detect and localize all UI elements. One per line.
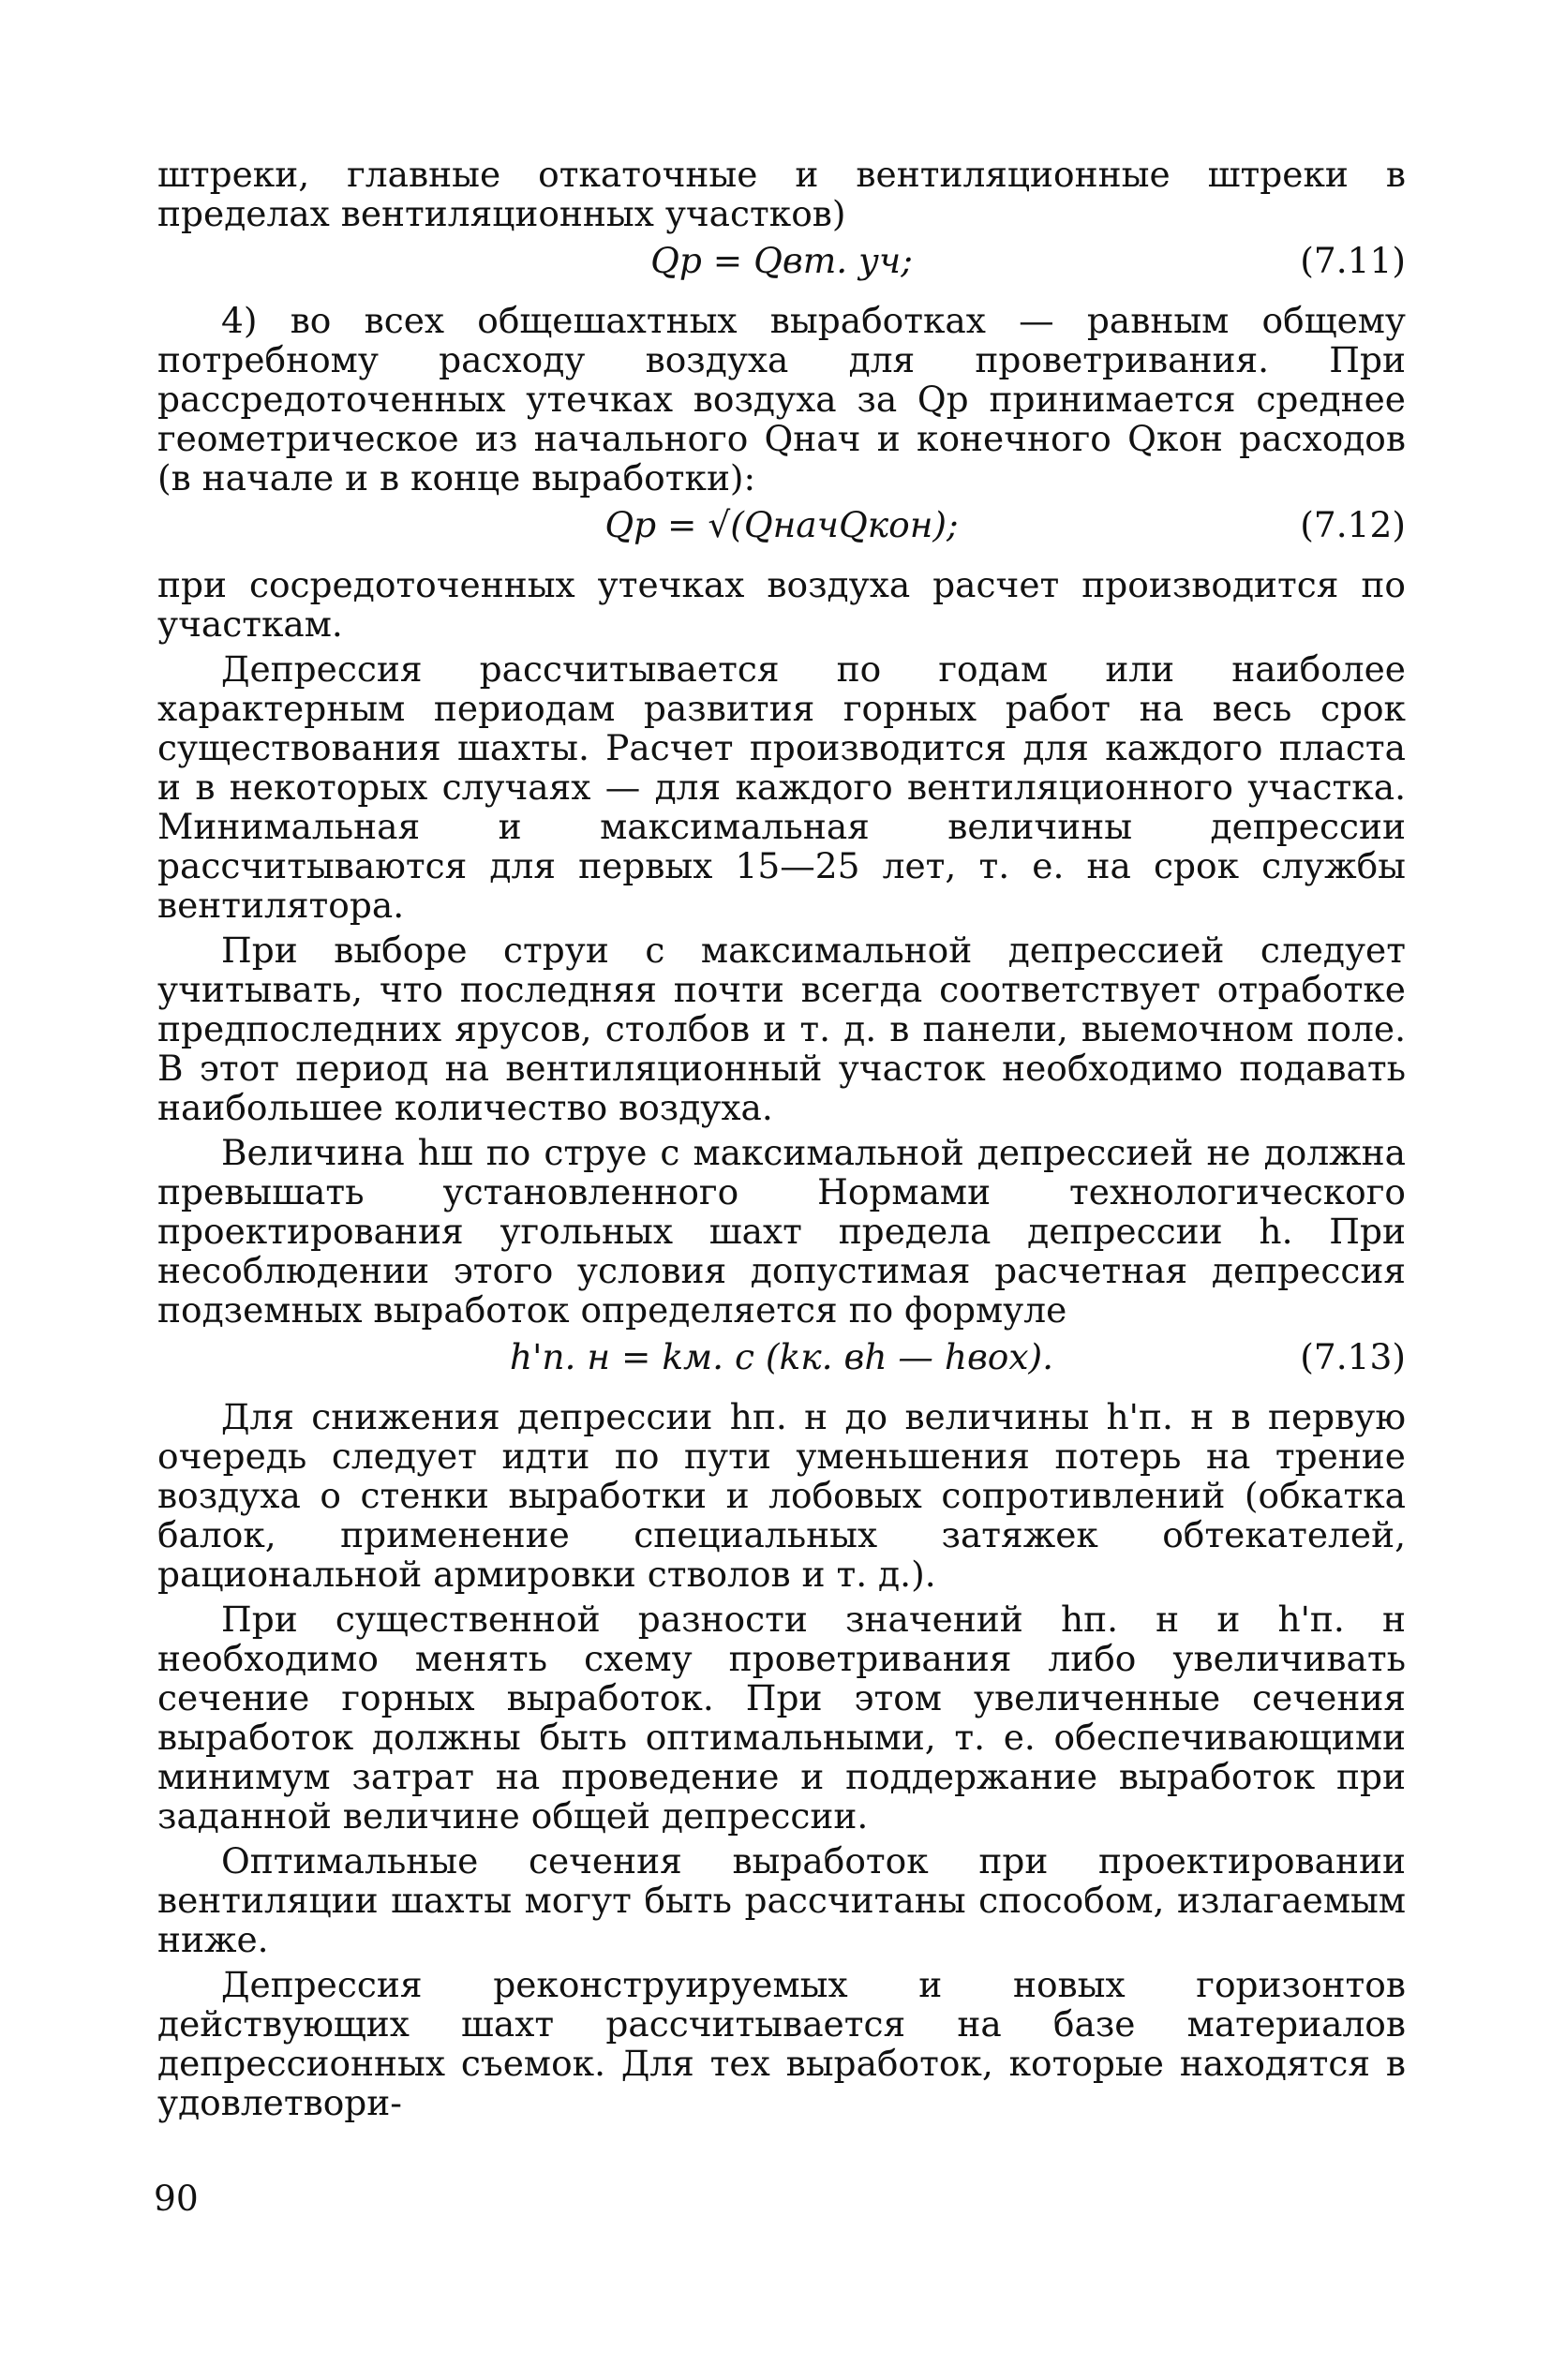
paragraph-5: При выборе струи с максимальной депрессией следует учитывать, что последняя почти всегда соответствует отработке предпоследних ярусов, столбов и т. д. в панели, выемочном поле. В этот период на вентиляционный участок необходимо подавать наибольшее количество воздуха. <box>157 930 1406 1128</box>
paragraph-4: Депрессия рассчитывается по годам или наиболее характерным периодам развития горных работ на весь срок существования шахты. Расчет производится для каждого пласта и в некоторых случаях — для каждого вентиляционного участка. Минимальная и максимальная величины депрессии рассчитываются для первых 15—25 лет, т. е. на срок службы вентилятора. <box>157 648 1406 926</box>
paragraph-9: Оптимальные сечения выработок при проектировании вентиляции шахты могут быть рассчитаны способом, излагаемым ниже. <box>157 1840 1406 1960</box>
body-text <box>157 155 1406 2128</box>
formula-7-13 <box>157 1337 1406 1384</box>
paragraph-2: 4) во всех общешахтных выработках — равным общему потребному расходу воздуха для проветривания. При рассредоточенных утечках воздуха за Qр принимается среднее геометрическое из начального Qнач и конечного Qкон расходов (в начале и в конце выработки): <box>157 300 1406 498</box>
paragraph-7: Для снижения депрессии hп. н до величины h'п. н в первую очередь следует идти по пути уменьшения потерь на трение воздуха о стенки выработки и лобовых сопротивлений (обкатка балок, применение специальных затяжек обтекателей, рациональной армировки стволов и т. д.). <box>157 1396 1406 1595</box>
formula-7-11-expression: Qр = Qвт. уч; <box>650 240 913 281</box>
formula-7-11-number: (7.11) <box>1300 240 1406 281</box>
paragraph-8: При существенной разности значений hп. н и h'п. н необходимо менять схему проветривания либо увеличивать сечение горных выработок. При этом увеличенные сечения выработок должны быть оптимальными, т. е. обеспечивающими минимум затрат на проведение и поддержание выработок при заданной величине общей депрессии. <box>157 1599 1406 1837</box>
formula-7-13-expression: h'п. н = kм. с (kк. вh — hвох). <box>509 1336 1054 1377</box>
formula-7-12-expression: Qр = √(QначQкон); <box>604 504 959 545</box>
paragraph-3: при сосредоточенных утечках воздуха расчет производится по участкам. <box>157 564 1406 645</box>
formula-7-13-number: (7.13) <box>1300 1336 1406 1377</box>
formula-7-11 <box>157 241 1406 288</box>
paragraph-1: штреки, главные откаточные и вентиляционные штреки в пределах вентиляционных участков) <box>157 154 1406 234</box>
paragraph-6: Величина hш по струе с максимальной депрессией не должна превышать установленного Нормами технологического проектирования угольных шахт предела депрессии h. При несоблюдении этого условия допустимая расчетная депрессия подземных выработок определяется по формуле <box>157 1132 1406 1331</box>
formula-7-12 <box>157 505 1406 552</box>
formula-7-12-number: (7.12) <box>1300 504 1406 545</box>
paragraph-10: Депрессия реконструируемых и новых горизонтов действующих шахт рассчитывается на базе материалов депрессионных съемок. Для тех выработок, которые находятся в удовлетвори- <box>157 1964 1406 2123</box>
page-number: 90 <box>154 2178 199 2219</box>
